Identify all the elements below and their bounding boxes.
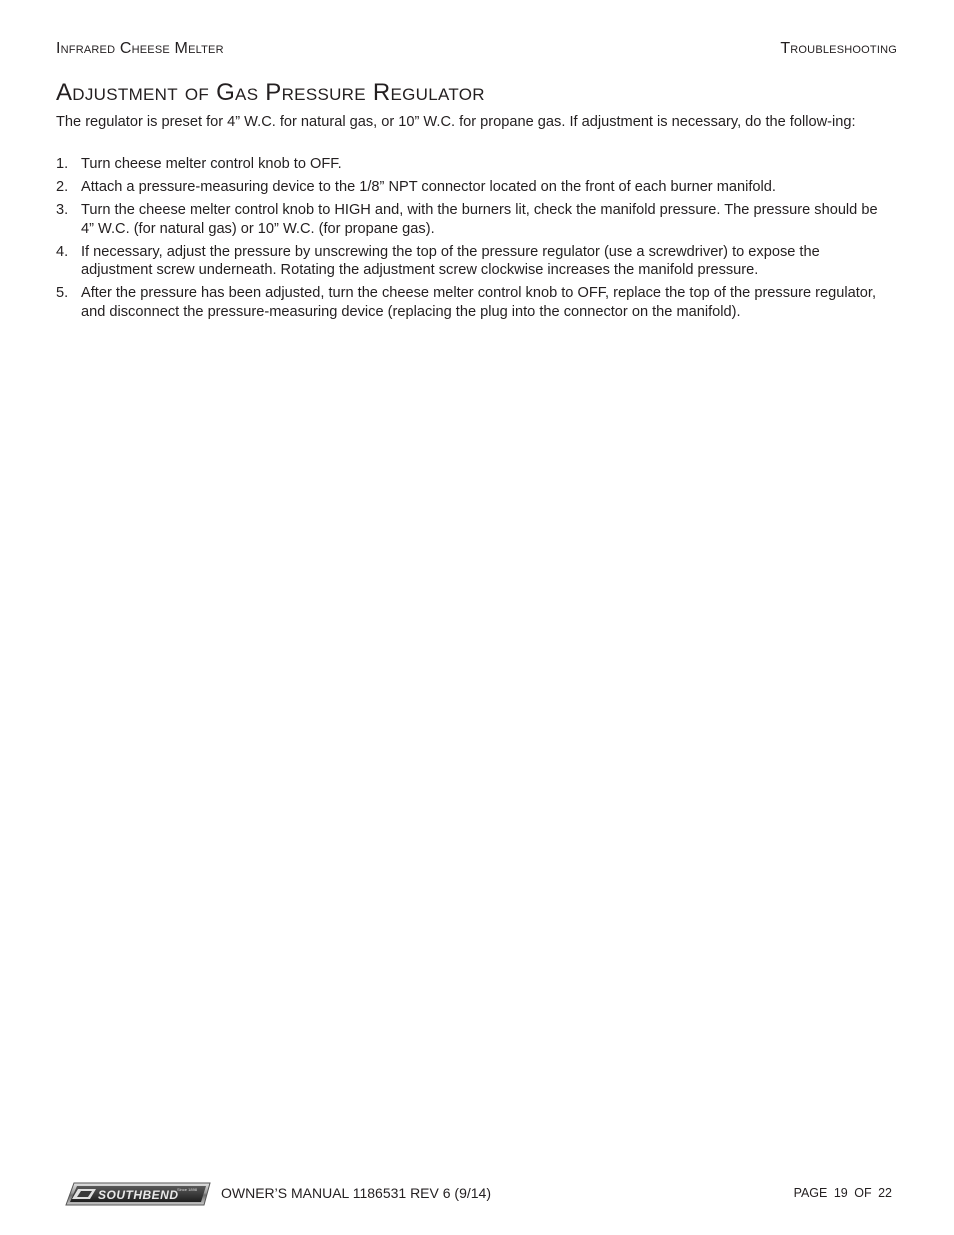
section-title: Adjustment of Gas Pressure Regulator [56, 79, 485, 106]
list-item [56, 178, 890, 197]
steps-list [56, 155, 890, 326]
svg-text:SOUTHBEND: SOUTHBEND [98, 1188, 179, 1202]
step-text: After the pressure has been adjusted, turn the cheese melter control knob to OFF, replace the top of the pressure regulator, and disconnect the pressure-measuring device (replacing the plug into the connector on the manifold). [81, 285, 877, 320]
step-number: 1. [56, 156, 69, 172]
step-text: Turn the cheese melter control knob to HIGH and, with the burners lit, check the manifold pressure. The pressure should be 4” W.C. (for natural gas) or 10” W.C. (for propane gas). [81, 202, 878, 237]
step-text: Attach a pressure-measuring device to the 1/8” NPT connector located on the front of each burner manifold. [81, 179, 776, 195]
page-footer [64, 1180, 894, 1208]
intro-paragraph: The regulator is preset for 4” W.C. for natural gas, or 10” W.C. for propane gas. If adjustment is necessary, do the follow-ing: [56, 114, 856, 130]
header-product-name: Infrared Cheese Melter [56, 40, 224, 57]
step-number: 3. [56, 202, 69, 218]
list-item [56, 155, 890, 174]
page-of-label: OF [854, 1186, 872, 1200]
step-number: 5. [56, 285, 69, 301]
step-number: 2. [56, 179, 69, 195]
step-text: Turn cheese melter control knob to OFF. [81, 156, 342, 172]
svg-text:Since 1898: Since 1898 [177, 1187, 198, 1192]
step-text: If necessary, adjust the pressure by unscrewing the top of the pressure regulator (use a screwdriver) to expose the adjustment screw underneath. Rotating the adjustment screw clockwise increases the manifold pressure. [81, 243, 820, 278]
page-number-info [794, 1186, 892, 1200]
page-number: 19 [833, 1186, 848, 1200]
page-label: PAGE [793, 1186, 828, 1200]
list-item [56, 243, 890, 280]
list-item [56, 284, 890, 321]
list-item [56, 201, 890, 238]
southbend-logo [64, 1181, 212, 1207]
manual-revision: OWNER’S MANUAL 1186531 REV 6 (9/14) [221, 1185, 491, 1201]
page-total: 22 [878, 1186, 892, 1200]
header-section-name: Troubleshooting [780, 40, 897, 57]
step-number: 4. [56, 243, 69, 260]
